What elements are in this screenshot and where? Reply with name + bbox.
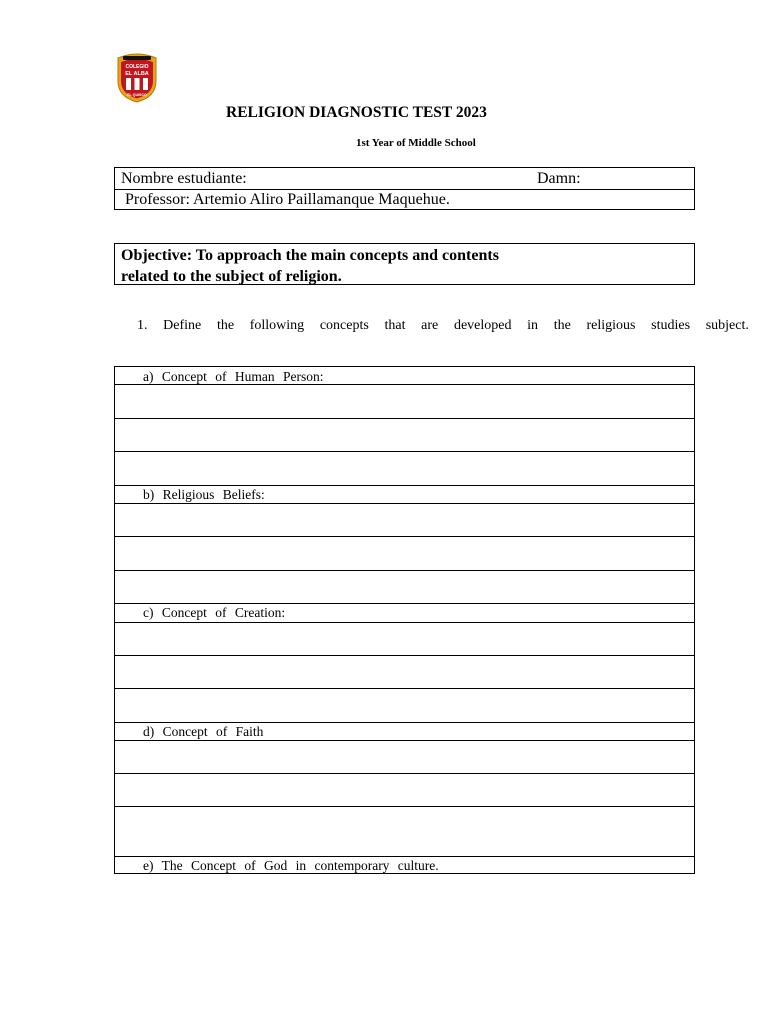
row-divider: [115, 655, 694, 656]
student-info-box: [114, 167, 695, 210]
row-divider: [115, 418, 694, 419]
professor-label: Professor: Artemio Aliro Paillamanque Maquehue.: [125, 191, 450, 208]
question-e-label: e) The Concept of God in contemporary culture.: [143, 858, 439, 873]
row-divider: [115, 451, 694, 452]
instruction-word: subject.: [705, 318, 749, 333]
row-divider: [115, 570, 694, 571]
row-divider: [115, 485, 694, 486]
student-info-row-professor: [115, 189, 694, 210]
instruction-word: Define: [163, 318, 202, 333]
row-divider: [115, 740, 694, 741]
student-info-row-name: [115, 168, 694, 190]
document-title: RELIGION DIAGNOSTIC TEST 2023: [226, 104, 487, 121]
row-divider: [115, 856, 694, 857]
instruction-word: religious: [586, 318, 636, 333]
row-divider: [115, 622, 694, 623]
row-divider: [115, 806, 694, 807]
row-divider: [115, 722, 694, 723]
question-d-label: d) Concept of Faith: [143, 724, 264, 739]
instruction-word: studies: [651, 318, 691, 333]
row-divider: [115, 384, 694, 385]
question-b-label: b) Religious Beliefs:: [143, 487, 265, 502]
instruction-word: the: [216, 318, 235, 333]
student-name-label: Nombre estudiante:: [121, 170, 247, 187]
instruction-word: in: [527, 318, 539, 333]
row-divider: [115, 503, 694, 504]
instruction-word: following: [249, 318, 305, 333]
objective-line-2: related to the subject of religion.: [121, 267, 342, 285]
question-a-label: a) Concept of Human Person:: [143, 369, 324, 384]
document-subtitle: 1st Year of Middle School: [356, 137, 476, 149]
row-divider: [115, 688, 694, 689]
answer-table: [114, 366, 695, 874]
instruction-word: are: [421, 318, 439, 333]
objective-text: [121, 246, 581, 287]
instruction-word: developed: [453, 318, 512, 333]
instruction-word: concepts: [319, 318, 369, 333]
question-c-label: c) Concept of Creation:: [143, 605, 286, 620]
objective-box: [114, 243, 695, 285]
row-divider: [115, 603, 694, 604]
row-divider: [115, 773, 694, 774]
logo-text-el-quisco: EL QUISCO: [127, 93, 147, 97]
objective-line-1: Objective: To approach the main concepts and contents: [121, 247, 499, 264]
instruction-1: [137, 318, 749, 334]
instruction-word: the: [553, 318, 571, 333]
instruction-word: that: [384, 318, 406, 333]
row-divider: [115, 536, 694, 537]
date-label: Damn:: [537, 170, 581, 187]
logo-text-colegio: COLEGIO: [125, 64, 149, 70]
instruction-number: 1.: [137, 318, 148, 333]
school-logo: [114, 51, 160, 103]
logo-text-el-alba: EL ALBA: [125, 71, 149, 77]
